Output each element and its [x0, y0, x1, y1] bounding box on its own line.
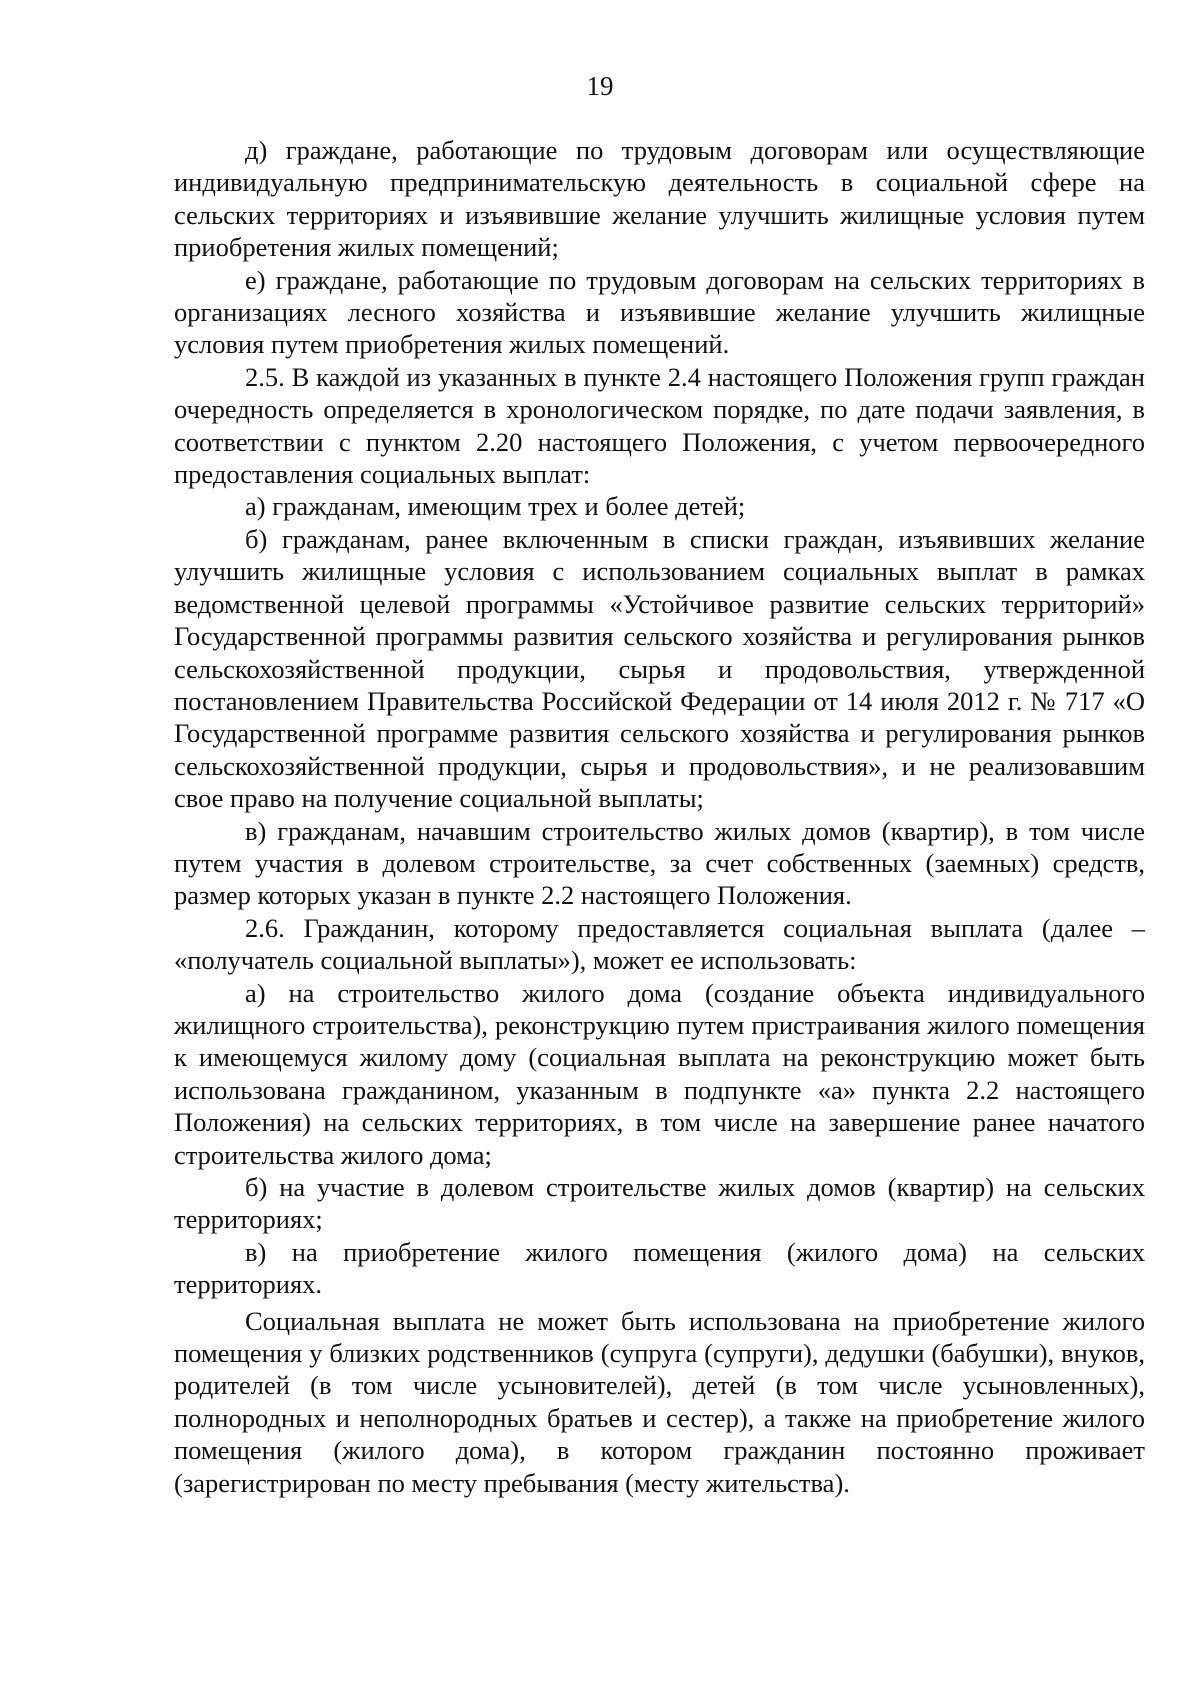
paragraph-a-house-construction: а) на строительство жилого дома (создание объекта индивидуального жилищного строительства), реконструкцию путем пристраивания жилого помещения к имеющемуся жилому дому (социальная выплата на реконструкцию может быть использована гражданином, указанным в подпункте «а» пункта 2.2 настоящего Положения) на сельских территориях, в том числе на завершение ранее начатого строительства жилого дома;: [174, 977, 1145, 1170]
paragraph-d-citizens-social-sphere: д) граждане, работающие по трудовым договорам или осуществляющие индивидуальную предпринимательскую деятельность в социальной сфере на сельских территориях и изъявившие желание улучшить жилищные условия путем приобретения жилых помещений;: [174, 135, 1145, 263]
paragraph-payment-restrictions: Социальная выплата не может быть использована на приобретение жилого помещения у близких родственников (супруга (супруги), дедушки (бабушки), внуков, родителей (в том числе усыновителей), детей (в том числе усыновленных), полнородных и неполнородных братьев и сестер), а также на приобретение жилого помещения (жилого дома), в котором гражданин постоянно проживает (зарегистрирован по месту пребывания (месту жительства).: [174, 1305, 1145, 1498]
paragraph-b-previous-program-lists: б) гражданам, ранее включенным в списки граждан, изъявивших желание улучшить жилищные условия с использованием социальных выплат в рамках ведомственной целевой программы «Устойчивое развитие сельских территорий» Государственной программы развития сельского хозяйства и регулирования рынков сельскохозяйственной продукции, сырья и продовольствия, утвержденной постановлением Правительства Российской Федерации от 14 июля 2012 г. № 717 «О Государственной программе развития сельского хозяйства и регулирования рынков сельскохозяйственной продукции, сырья и продовольствия», и не реализовавшим свое право на получение социальной выплаты;: [174, 523, 1145, 814]
paragraph-2-5-queue-order: 2.5. В каждой из указанных в пункте 2.4 настоящего Положения групп граждан очередность определяется в хронологическом порядке, по дате подачи заявления, в соответствии с пунктом 2.20 настоящего Положения, с учетом первоочередного предоставления социальных выплат:: [174, 361, 1145, 490]
paragraph-a-large-families: а) гражданам, имеющим трех и более детей;: [245, 491, 746, 522]
document-body: [174, 134, 1145, 1499]
paragraph-c-started-construction: в) гражданам, начавшим строительство жилых домов (квартир), в том числе путем участия в долевом строительстве, за счет собственных (заемных) средств, размер которых указан в пункте 2.2 настоящего Положения.: [174, 815, 1145, 911]
paragraph-e-citizens-forestry: е) граждане, работающие по трудовым договорам на сельских территориях в организациях лесного хозяйства и изъявившие желание улучшить жилищные условия путем приобретения жилых помещений.: [174, 264, 1145, 360]
paragraph-b-shared-construction: б) на участие в долевом строительстве жилых домов (квартир) на сельских территориях;: [174, 1172, 1145, 1235]
paragraph-c-housing-purchase: в) на приобретение жилого помещения (жилого дома) на сельских территориях.: [174, 1236, 1145, 1300]
page-number: 19: [586, 71, 614, 101]
paragraph-2-6-payment-use: 2.6. Гражданин, которому предоставляется социальная выплата (далее – «получатель социальной выплаты»), может ее использовать:: [174, 912, 1145, 976]
